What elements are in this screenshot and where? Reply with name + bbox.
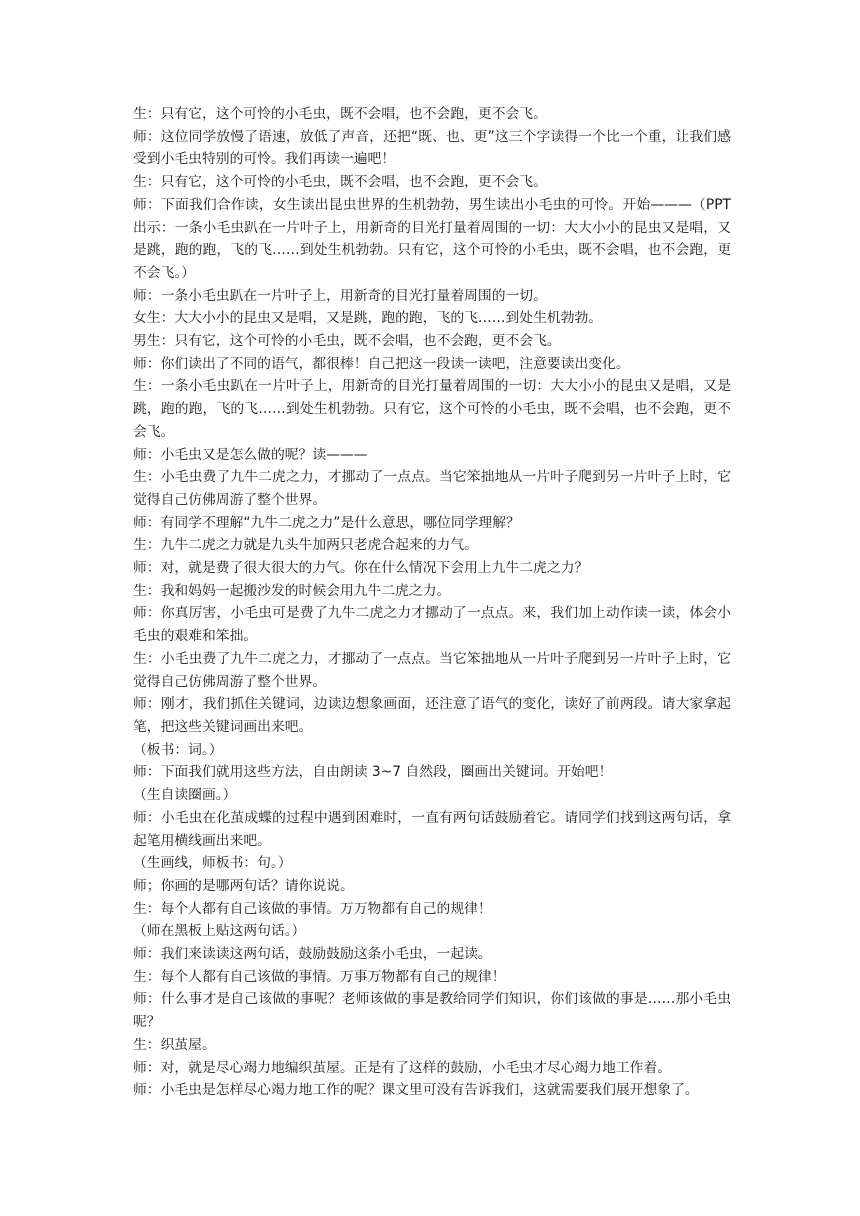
transcript-line: 生：只有它，这个可怜的小毛虫，既不会唱，也不会跑，更不会飞。 <box>133 106 547 122</box>
lesson-transcript <box>133 103 731 1102</box>
transcript-line: 男生：只有它，这个可怜的小毛虫，既不会唱，也不会跑，更不会飞。 <box>133 333 561 350</box>
transcript-line: 师：对，就是尽心竭力地编织茧屋。正是有了这样的鼓励，小毛虫才尽心竭力地工作着。 <box>133 1059 672 1076</box>
transcript-line: 生：我和妈妈一起搬沙发的时候会用九牛二虎之力。 <box>133 582 451 599</box>
transcript-line: 师：小毛虫在化茧成蝶的过程中遇到困难时，一直有两句话鼓励着它。请同学们找到这两句话，拿起笔用横线画出来吧。 <box>133 809 731 849</box>
transcript-line: 师：有同学不理解“九牛二虎之力”是什么意思，哪位同学理解？ <box>133 514 520 531</box>
transcript-line: 生：九牛二虎之力就是九头牛加两只老虎合起来的力气。 <box>133 537 478 554</box>
transcript-line: 女生：大大小小的昆虫又是唱，又是跳，跑的跑，飞的飞……到处生机勃勃。 <box>133 310 603 327</box>
transcript-line: 师：什么事才是自己该做的事呢？老师该做的事是教给同学们知识，你们该做的事是……那小毛虫呢？ <box>133 991 731 1031</box>
transcript-line: 师：对，就是费了很大很大的力气。你在什么情况下会用上九牛二虎之力？ <box>133 560 589 577</box>
transcript-line: 师：你真厉害，小毛虫可是费了九牛二虎之力才挪动了一点点。来，我们加上动作读一读，体会小毛虫的艰难和笨拙。 <box>133 605 731 645</box>
transcript-line: 生：只有它，这个可怜的小毛虫，既不会唱，也不会跑，更不会飞。 <box>133 174 547 191</box>
transcript-line: 生：小毛虫费了九牛二虎之力，才挪动了一点点。当它笨拙地从一片叶子爬到另一片叶子上时，它觉得自己仿佛周游了整个世界。 <box>133 650 731 690</box>
transcript-line: 师；你画的是哪两句话？请你说说。 <box>133 877 354 894</box>
transcript-line: 生：每个人都有自己该做的事情。万万物都有自己的规律！ <box>133 900 492 917</box>
transcript-line: 师：这位同学放慢了语速，放低了声音，还把“既、也、更”这三个字读得一个比一个重，让我们感受到小毛虫特别的可怜。我们再读一遍吧！ <box>133 128 731 168</box>
transcript-line: 师：小毛虫是怎样尽心竭力地工作的呢？课文里可没有告诉我们，这就需要我们展开想象了。 <box>133 1082 699 1099</box>
transcript-line: 师：你们读出了不同的语气，都很棒！自己把这一段读一读吧，注意要读出变化。 <box>133 355 630 372</box>
transcript-line: 师：下面我们就用这些方法，自由朗读 3~7 自然段，圈画出关键词。开始吧！ <box>133 764 613 781</box>
transcript-line: 生：每个人都有自己该做的事情。万事万物都有自己的规律！ <box>133 968 506 985</box>
transcript-line: 生：一条小毛虫趴在一片叶子上，用新奇的目光打量着周围的一切：大大小小的昆虫又是唱，又是跳，跑的跑，飞的飞……到处生机勃勃。只有它，这个可怜的小毛虫，既不会唱，也不会跑，更不会飞。 <box>133 378 731 440</box>
transcript-line: （板书：词。） <box>133 741 223 758</box>
transcript-line: 生：织茧屋。 <box>133 1036 216 1053</box>
transcript-line: 师：我们来读读这两句话，鼓励鼓励这条小毛虫，一起读。 <box>133 946 492 963</box>
transcript-line: （师在黑板上贴这两句话。） <box>133 923 306 940</box>
transcript-line: 师：一条小毛虫趴在一片叶子上，用新奇的目光打量着周围的一切。 <box>133 287 547 304</box>
transcript-line: 师：下面我们合作读，女生读出昆虫世界的生机勃勃，男生读出小毛虫的可怜。开始———（PPT出示：一条小毛虫趴在一片叶子上，用新奇的目光打量着周围的一切：大大小小的昆虫又是唱，又是跳，跑的跑，飞的飞……到处生机勃勃。只有它，这个可怜的小毛虫，既不会唱，也不会跑，更不会飞。） <box>133 196 731 281</box>
transcript-line: 师：小毛虫又是怎么做的呢？读——— <box>133 446 368 463</box>
transcript-line: （生画线，师板书：句。） <box>133 855 292 872</box>
transcript-line: （生自读圈画。） <box>133 787 237 804</box>
transcript-line: 师：刚才，我们抓住关键词，边读边想象画面，还注意了语气的变化，读好了前两段。请大家拿起笔，把这些关键词画出来吧。 <box>133 696 731 735</box>
transcript-line: 生：小毛虫费了九牛二虎之力，才挪动了一点点。当它笨拙地从一片叶子爬到另一片叶子上时，它觉得自己仿佛周游了整个世界。 <box>133 469 731 508</box>
